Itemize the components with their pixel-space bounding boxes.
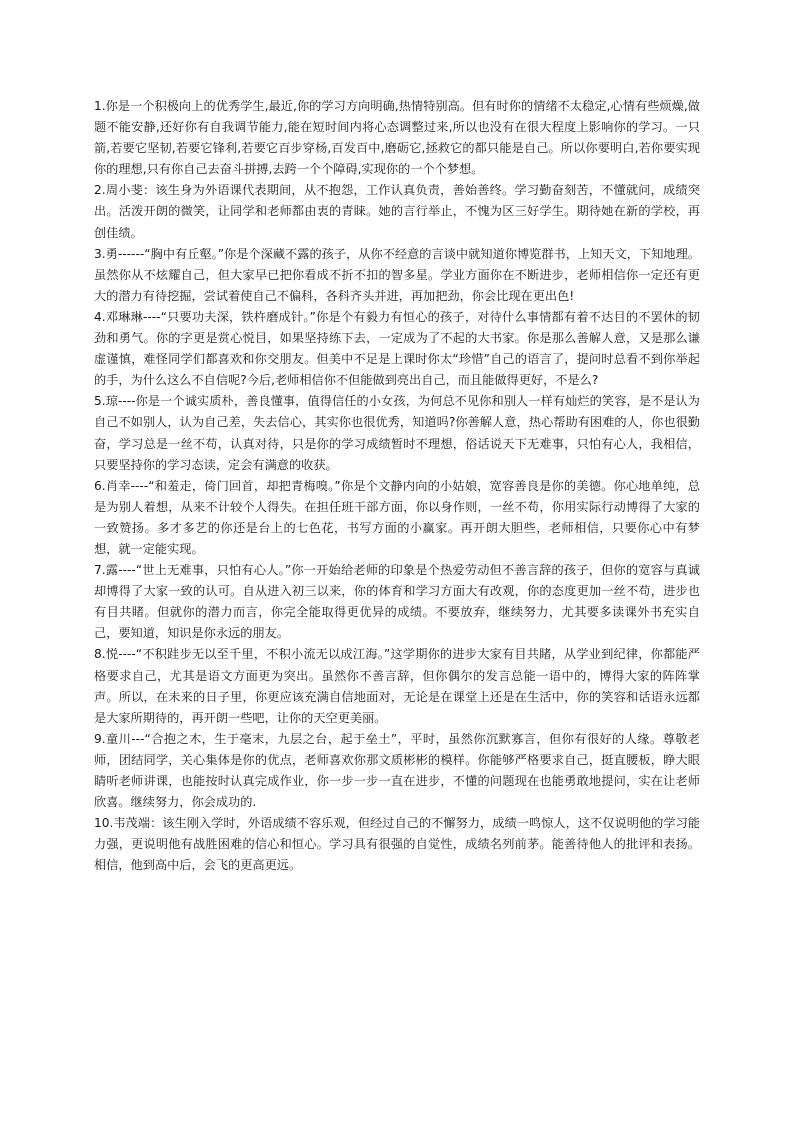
comment-paragraph-8: 8.悦----“不积跬步无以至千里，不积小流无以成江海。”这学期你的进步大家有目共睹，从学业到纪律，你都能严格要求自己，尤其是语文方面更为突出。虽然你不善言辞，但你偶尔的发言总能一语中的，博得大家的阵阵掌声。所以，在未来的日子里，你更应该充满自信地面对，无论是在课堂上还是在生活中，你的笑容和话语永远都是大家所期待的，再开朗一些吧，让你的天空更美丽。 bbox=[94, 647, 700, 725]
comment-paragraph-7: 7.露----“世上无难事，只怕有心人。”你一开始给老师的印象是个热爱劳动但不善言辞的孩子，但你的宽容与真诚却博得了大家一致的认可。自从进入初三以来，你的体育和学习方面大有改观，你的态度更加一丝不苟，进步也有目共睹。但就你的潜力而言，你完全能取得更优异的成绩。不要放弃，继续努力，尤其要多读课外书充实自己，要知道，知识是你永远的朋友。 bbox=[94, 563, 700, 641]
comment-paragraph-6: 6.肖幸----“和羞走，倚门回首，却把青梅嗅。”你是个文静内向的小姑娘，宽容善良是你的美德。你心地单纯，总是为别人着想，从来不计较个人得失。在担任班干部方面，你以身作则，一丝不苟，你用实际行动博得了大家的一致赞扬。多才多艺的你还是台上的七色花，书写方面的小赢家。再开朗大胆些，老师相信，只要你心中有梦想，就一定能实现。 bbox=[94, 478, 700, 556]
comment-paragraph-9: 9.童川---“合抱之木，生于毫末，九层之台，起于垒土”，平时，虽然你沉默寡言，但你有很好的人缘。尊敬老师，团结同学，关心集体是你的优点，老师喜欢你那文质彬彬的模样。你能够严格要求自己，挺直腰板，睁大眼睛听老师讲课，也能按时认真完成作业，你一步一步一直在进步，不懂的问题现在也能勇敢地提问，实在让老师欣喜。继续努力，你会成功的. bbox=[94, 731, 700, 810]
comment-paragraph-2: 2.周小斐：该生身为外语课代表期间，从不抱怨，工作认真负责，善始善终。学习勤奋刻苦，不懂就问，成绩突出。活泼开朗的微笑，让同学和老师都由衷的青睐。她的言行举止，不愧为区三好学生。期待她在新的学校，再创佳绩。 bbox=[94, 183, 700, 240]
comment-paragraph-1: 1.你是一个积极向上的优秀学生,最近,你的学习方向明确,热情特别高。但有时你的情绪不太稳定,心情有些烦燥,做题不能安静,还好你有自我调节能力,能在短时间内将心态调整过来,所以也没有在很大程度上影响你的学习。一只箭,若要它坚韧,若要它锋利,若要它百步穿杨,百发百中,磨砺它,拯救它的都只能是自己。所以你要明白,若你要实现你的理想,只有你自己去奋斗拼搏,去跨一个个障碍,实现你的一个个梦想。 bbox=[94, 99, 700, 177]
comment-paragraph-3: 3.勇------“胸中有丘壑。”你是个深藏不露的孩子，从你不经意的言谈中就知道你博览群书，上知天文，下知地理。虽然你从不炫耀自己，但大家早已把你看成不折不扣的智多星。学业方面你在不断进步，老师相信你一定还有更大的潜力有待挖掘，尝试着使自己不偏科，各科齐头并进，再加把劲，你会比现在更出色! bbox=[94, 246, 700, 303]
document-body bbox=[94, 96, 700, 876]
comment-paragraph-5: 5.琼----你是一个诚实质朴，善良懂事，值得信任的小女孩，为何总不见你和别人一样有灿烂的笑容，是不是认为自己不如别人，认为自己差，失去信心，其实你也很优秀，知道吗?你善解人意，热心帮助有困难的人，你也很勤奋，学习总是一丝不苟，认真对待，只是你的学习成绩暂时不理想，俗话说天下无难事，只怕有心人，我相信，只要坚持你的学习态读，定会有满意的收获。 bbox=[94, 394, 700, 472]
comment-paragraph-4: 4.邓琳琳----“只要功夫深，铁杵磨成针。”你是个有毅力有恒心的孩子，对待什么事情都有着不达目的不罢休的韧劲和勇气。你的字更是赏心悦目，如果坚持练下去，一定成为了不起的大书家。你是那么善解人意，又是那么谦虚谨慎，难怪同学们都喜欢和你交朋友。但美中不足是上课时你太“珍惜”自己的语言了，提问时总看不到你举起的手，为什么这么不自信呢?今后,老师相信你不但能做到亮出自己，而且能做得更好，不是么? bbox=[94, 309, 700, 388]
comment-paragraph-10: 10.韦茂端：该生刚入学时，外语成绩不容乐观，但经过自己的不懈努力，成绩一鸣惊人，这不仅说明他的学习能力强，更说明他有战胜困难的信心和恒心。学习具有很强的自觉性，成绩名列前茅。能善待他人的批评和表扬。相信，他到高中后，会飞的更高更远。 bbox=[94, 816, 700, 873]
